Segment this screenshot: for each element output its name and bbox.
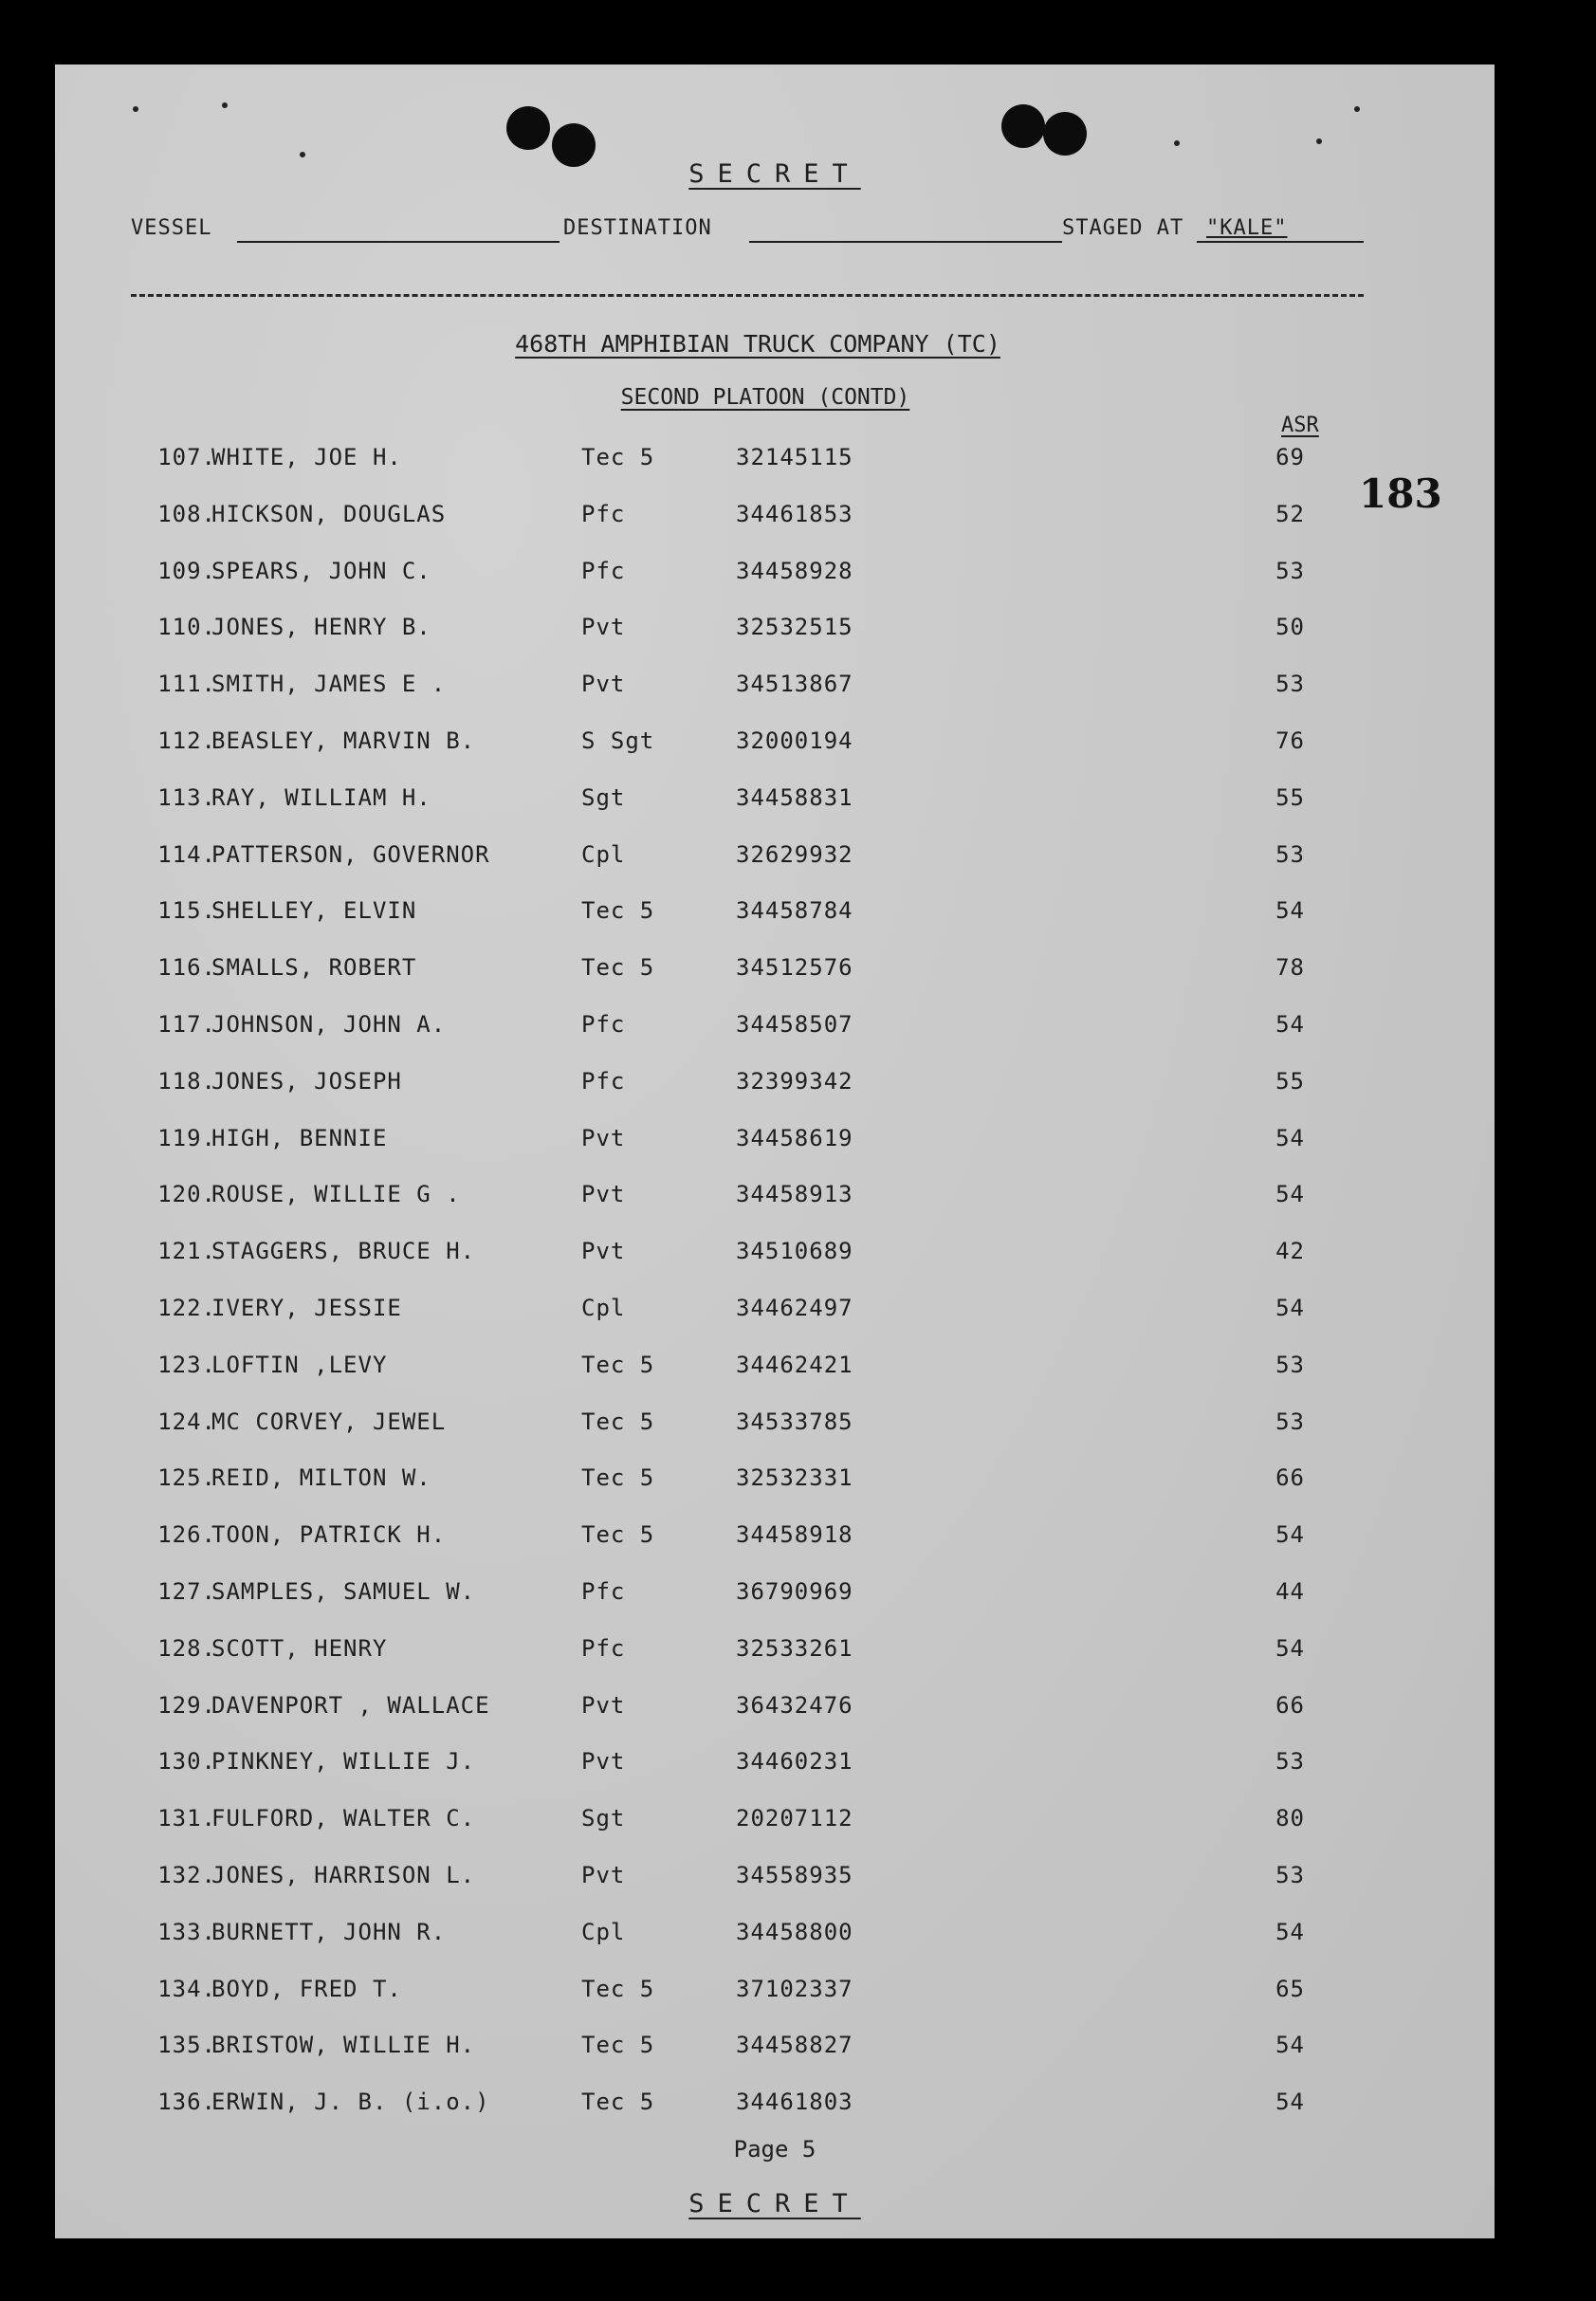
- serial-number: 36790969: [736, 1578, 853, 1605]
- row-number: 122.: [157, 1295, 216, 1321]
- asr-score: 65: [1275, 1975, 1305, 2002]
- soldier-rank: Tec 5: [581, 954, 655, 982]
- soldier-rank: Pfc: [581, 500, 626, 527]
- soldier-name: SHELLEY, ELVIN: [211, 897, 417, 925]
- row-number: 108.: [157, 500, 216, 527]
- row-number: 109.: [157, 557, 216, 584]
- soldier-rank: Cpl: [581, 1295, 626, 1321]
- serial-number: 32145115: [736, 444, 853, 470]
- soldier-name: ROUSE, WILLIE G .: [211, 1181, 461, 1208]
- asr-score: 53: [1275, 840, 1305, 868]
- row-number: 132.: [157, 1862, 216, 1888]
- asr-score: 54: [1275, 1124, 1305, 1151]
- destination-blank: [749, 241, 1062, 243]
- asr-score: 55: [1275, 1067, 1305, 1095]
- speck: [133, 106, 138, 112]
- soldier-name: JONES, HARRISON L.: [211, 1862, 476, 1888]
- soldier-rank: Tec 5: [581, 1521, 655, 1549]
- soldier-name: SCOTT, HENRY: [211, 1634, 388, 1662]
- serial-number: 34458507: [736, 1011, 853, 1038]
- table-row: [55, 1352, 1495, 1390]
- asr-score: 53: [1275, 671, 1305, 698]
- soldier-name: DAVENPORT , WALLACE: [211, 1691, 490, 1719]
- punch-hole-left-a: [506, 106, 550, 150]
- serial-number: 34458913: [736, 1181, 853, 1208]
- punch-hole-right-a: [1001, 104, 1045, 148]
- table-row: [55, 2032, 1495, 2070]
- table-row: [55, 671, 1495, 709]
- speck: [1174, 140, 1180, 146]
- serial-number: 32532515: [736, 614, 853, 641]
- soldier-rank: Pvt: [581, 614, 626, 641]
- soldier-name: HICKSON, DOUGLAS: [211, 500, 447, 527]
- asr-score: 54: [1275, 1295, 1305, 1321]
- table-row: [55, 1748, 1495, 1786]
- asr-score: 54: [1275, 1521, 1305, 1549]
- document-page: [55, 64, 1495, 2238]
- asr-score: 54: [1275, 897, 1305, 925]
- table-row: [55, 784, 1495, 822]
- table-row: [55, 1805, 1495, 1843]
- vessel-blank: [237, 241, 560, 243]
- asr-score: 66: [1275, 1691, 1305, 1719]
- table-row: [55, 1635, 1495, 1673]
- soldier-rank: Pvt: [581, 1238, 626, 1265]
- soldier-rank: Tec 5: [581, 897, 655, 925]
- page-number: Page 5: [733, 2136, 816, 2163]
- soldier-name: SAMPLES, SAMUEL W.: [211, 1578, 476, 1605]
- asr-score: 53: [1275, 1862, 1305, 1888]
- asr-score: 54: [1275, 1011, 1305, 1038]
- speck: [300, 152, 305, 157]
- serial-number: 36432476: [736, 1691, 853, 1719]
- header-divider: [131, 294, 1364, 297]
- row-number: 136.: [157, 2089, 216, 2116]
- table-row: [55, 2089, 1495, 2126]
- table-row: [55, 1238, 1495, 1276]
- table-row: [55, 897, 1495, 935]
- serial-number: 34458928: [736, 557, 853, 584]
- table-row: [55, 1521, 1495, 1559]
- soldier-rank: Pfc: [581, 557, 626, 584]
- table-row: [55, 558, 1495, 596]
- serial-number: 34513867: [736, 671, 853, 698]
- soldier-rank: Tec 5: [581, 1351, 655, 1378]
- table-row: [55, 1125, 1495, 1163]
- asr-score: 52: [1275, 500, 1305, 527]
- row-number: 134.: [157, 1975, 216, 2002]
- soldier-name: ERWIN, J. B. (i.o.): [211, 2089, 490, 2116]
- speck: [1354, 106, 1360, 112]
- soldier-rank: Pfc: [581, 1067, 626, 1095]
- soldier-name: BURNETT, JOHN R.: [211, 1918, 447, 1945]
- row-number: 111.: [157, 671, 216, 698]
- asr-score: 76: [1275, 727, 1305, 754]
- asr-score: 80: [1275, 1805, 1305, 1832]
- soldier-rank: S Sgt: [581, 727, 655, 754]
- serial-number: 34533785: [736, 1408, 853, 1435]
- asr-column-header: ASR: [1281, 414, 1319, 437]
- classification-header: SECRET: [688, 159, 861, 189]
- speck: [1316, 138, 1322, 144]
- serial-number: 34460231: [736, 1748, 853, 1776]
- asr-score: 42: [1275, 1238, 1305, 1265]
- serial-number: 32399342: [736, 1067, 853, 1095]
- soldier-rank: Pfc: [581, 1578, 626, 1605]
- staged-at-label: STAGED AT: [1062, 216, 1184, 240]
- soldier-name: FULFORD, WALTER C.: [211, 1805, 476, 1832]
- table-row: [55, 1976, 1495, 2014]
- soldier-rank: Pvt: [581, 1181, 626, 1208]
- row-number: 133.: [157, 1918, 216, 1945]
- asr-score: 53: [1275, 1748, 1305, 1776]
- asr-score: 54: [1275, 1918, 1305, 1945]
- soldier-name: BEASLEY, MARVIN B.: [211, 727, 476, 754]
- table-row: [55, 444, 1495, 482]
- soldier-rank: Pfc: [581, 1011, 626, 1038]
- serial-number: 34510689: [736, 1238, 853, 1265]
- serial-number: 34458918: [736, 1521, 853, 1549]
- asr-score: 44: [1275, 1578, 1305, 1605]
- soldier-rank: Pfc: [581, 1634, 626, 1662]
- soldier-rank: Tec 5: [581, 1975, 655, 2002]
- row-number: 125.: [157, 1464, 216, 1492]
- company-title: 468TH AMPHIBIAN TRUCK COMPANY (TC): [515, 330, 1000, 358]
- punch-hole-right-b: [1043, 112, 1087, 156]
- classification-footer: SECRET: [688, 2189, 861, 2218]
- soldier-rank: Cpl: [581, 1918, 626, 1945]
- soldier-rank: Cpl: [581, 840, 626, 868]
- soldier-name: RAY, WILLIAM H.: [211, 783, 431, 811]
- asr-score: 54: [1275, 1634, 1305, 1662]
- serial-number: 34458800: [736, 1918, 853, 1945]
- soldier-rank: Pvt: [581, 671, 626, 698]
- soldier-rank: Pvt: [581, 1748, 626, 1776]
- vessel-label: VESSEL: [131, 216, 212, 240]
- row-number: 128.: [157, 1634, 216, 1662]
- soldier-rank: Sgt: [581, 1805, 626, 1832]
- soldier-name: SMALLS, ROBERT: [211, 954, 417, 982]
- staged-at-blank: [1197, 241, 1364, 243]
- serial-number: 34461803: [736, 2089, 853, 2116]
- serial-number: 32532331: [736, 1464, 853, 1492]
- soldier-name: JOHNSON, JOHN A.: [211, 1011, 447, 1038]
- row-number: 121.: [157, 1238, 216, 1265]
- row-number: 117.: [157, 1011, 216, 1038]
- soldier-rank: Tec 5: [581, 2089, 655, 2116]
- soldier-name: WHITE, JOE H.: [211, 444, 402, 470]
- row-number: 124.: [157, 1408, 216, 1435]
- soldier-name: MC CORVEY, JEWEL: [211, 1408, 447, 1435]
- row-number: 115.: [157, 897, 216, 925]
- table-row: [55, 954, 1495, 992]
- row-number: 127.: [157, 1578, 216, 1605]
- asr-score: 78: [1275, 954, 1305, 982]
- serial-number: 37102337: [736, 1975, 853, 2002]
- serial-number: 34512576: [736, 954, 853, 982]
- asr-score: 54: [1275, 1181, 1305, 1208]
- table-row: [55, 614, 1495, 652]
- serial-number: 32629932: [736, 840, 853, 868]
- asr-score: 69: [1275, 444, 1305, 470]
- soldier-name: IVERY, JESSIE: [211, 1295, 402, 1321]
- soldier-rank: Sgt: [581, 783, 626, 811]
- speck: [222, 102, 228, 108]
- asr-score: 53: [1275, 1351, 1305, 1378]
- serial-number: 34461853: [736, 500, 853, 527]
- row-number: 107.: [157, 444, 216, 470]
- row-number: 112.: [157, 727, 216, 754]
- soldier-name: STAGGERS, BRUCE H.: [211, 1238, 476, 1265]
- table-row: [55, 1068, 1495, 1106]
- row-number: 126.: [157, 1521, 216, 1549]
- serial-number: 34458784: [736, 897, 853, 925]
- soldier-name: REID, MILTON W.: [211, 1464, 431, 1492]
- serial-number: 34558935: [736, 1862, 853, 1888]
- row-number: 129.: [157, 1691, 216, 1719]
- serial-number: 34458831: [736, 783, 853, 811]
- soldier-name: JONES, JOSEPH: [211, 1067, 402, 1095]
- table-row: [55, 1692, 1495, 1730]
- row-number: 130.: [157, 1748, 216, 1776]
- asr-score: 54: [1275, 2032, 1305, 2059]
- soldier-rank: Tec 5: [581, 1408, 655, 1435]
- soldier-name: SMITH, JAMES E .: [211, 671, 447, 698]
- table-row: [55, 1862, 1495, 1900]
- row-number: 120.: [157, 1181, 216, 1208]
- asr-score: 55: [1275, 783, 1305, 811]
- row-number: 135.: [157, 2032, 216, 2059]
- serial-number: 34462421: [736, 1351, 853, 1378]
- asr-score: 50: [1275, 614, 1305, 641]
- asr-score: 66: [1275, 1464, 1305, 1492]
- row-number: 116.: [157, 954, 216, 982]
- row-number: 119.: [157, 1124, 216, 1151]
- asr-score: 53: [1275, 557, 1305, 584]
- soldier-name: JONES, HENRY B.: [211, 614, 431, 641]
- soldier-name: SPEARS, JOHN C.: [211, 557, 431, 584]
- serial-number: 34458827: [736, 2032, 853, 2059]
- serial-number: 34462497: [736, 1295, 853, 1321]
- row-number: 114.: [157, 840, 216, 868]
- soldier-name: BRISTOW, WILLIE H.: [211, 2032, 476, 2059]
- soldier-name: BOYD, FRED T.: [211, 1975, 402, 2002]
- asr-score: 53: [1275, 1408, 1305, 1435]
- table-row: [55, 841, 1495, 879]
- table-row: [55, 1578, 1495, 1616]
- table-row: [55, 1919, 1495, 1957]
- stamped-number: 183: [1359, 470, 1442, 517]
- table-row: [55, 1181, 1495, 1219]
- serial-number: 32000194: [736, 727, 853, 754]
- row-number: 118.: [157, 1067, 216, 1095]
- table-row: [55, 727, 1495, 765]
- row-number: 113.: [157, 783, 216, 811]
- table-row: [55, 1408, 1495, 1446]
- serial-number: 32533261: [736, 1634, 853, 1662]
- soldier-rank: Tec 5: [581, 444, 655, 470]
- row-number: 110.: [157, 614, 216, 641]
- row-number: 131.: [157, 1805, 216, 1832]
- table-row: [55, 1011, 1495, 1049]
- soldier-name: LOFTIN ,LEVY: [211, 1351, 388, 1378]
- table-row: [55, 1464, 1495, 1502]
- soldier-rank: Tec 5: [581, 1464, 655, 1492]
- row-number: 123.: [157, 1351, 216, 1378]
- table-row: [55, 501, 1495, 539]
- destination-label: DESTINATION: [563, 216, 712, 240]
- platoon-subtitle: SECOND PLATOON (CONTD): [620, 385, 910, 410]
- soldier-rank: Pvt: [581, 1124, 626, 1151]
- soldier-name: PINKNEY, WILLIE J.: [211, 1748, 476, 1776]
- soldier-rank: Tec 5: [581, 2032, 655, 2059]
- staged-at-value: "KALE": [1206, 216, 1288, 240]
- asr-score: 54: [1275, 2089, 1305, 2116]
- soldier-name: PATTERSON, GOVERNOR: [211, 840, 490, 868]
- soldier-rank: Pvt: [581, 1862, 626, 1888]
- soldier-name: HIGH, BENNIE: [211, 1124, 388, 1151]
- serial-number: 34458619: [736, 1124, 853, 1151]
- serial-number: 20207112: [736, 1805, 853, 1832]
- soldier-rank: Pvt: [581, 1691, 626, 1719]
- soldier-name: TOON, PATRICK H.: [211, 1521, 447, 1549]
- table-row: [55, 1295, 1495, 1333]
